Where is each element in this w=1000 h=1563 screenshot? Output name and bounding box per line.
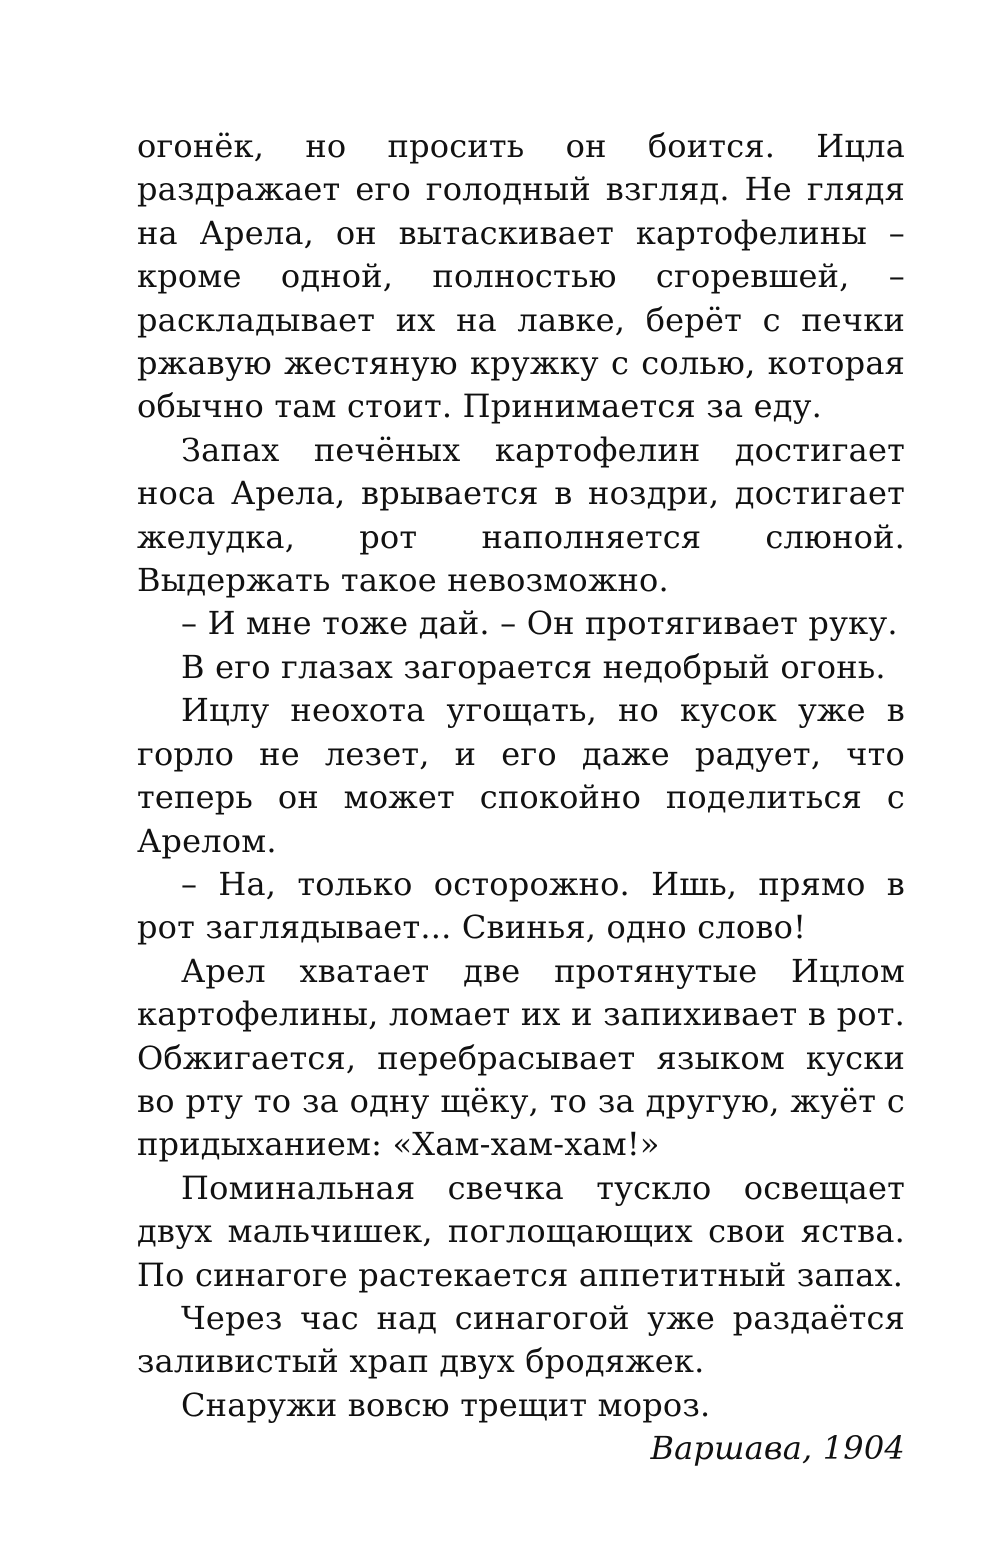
paragraph-3: – И мне тоже дай. – Он протягивает руку.: [181, 604, 898, 643]
paragraph-6: – На, только осторожно. Ишь, прямо в рот заглядывает... Свинья, одно слово!: [137, 864, 905, 947]
paragraph-5: Ицлу неохота угощать, но кусок уже в горло не лезет, и его даже радует, что теперь он может спокойно поделиться с Арелом.: [137, 691, 905, 860]
paragraph-4: В его глазах загорается недобрый огонь.: [181, 647, 886, 686]
paragraph-7: Арел хватает две протянутые Ицлом картофелины, ломает их и запихивает в рот. Обжигается, перебрасывает языком куски во рту то за одну щёку, то за другую, жуёт с придыханием: «Хам-хам-хам!»: [137, 951, 905, 1164]
paragraph-2: Запах печёных картофелин достигает носа Арела, врывается в ноздри, достигает желудка, рот наполняется слюной. Выдержать такое невозможно.: [137, 430, 905, 600]
paragraph-10: Снаружи вовсю трещит мороз.: [181, 1385, 711, 1424]
paragraph-8: Поминальная свечка тускло освещает двух мальчишек, поглощающих свои яства. По синагоге растекается аппетитный запах.: [137, 1168, 905, 1294]
paragraph-9: Через час над синагогой уже раздаётся заливистый храп двух бродяжек.: [137, 1298, 905, 1381]
paragraph-1: огонёк, но просить он боится. Ицла раздражает его голодный взгляд. Не глядя на Арела, он вытаскивает картофелины – кроме одной, полностью сгоревшей, – раскладывает их на лавке, берёт с печки ржавую жестяную кружку с солью, которая обычно там стоит. Принимается за еду.: [137, 127, 905, 426]
book-page-text: [137, 125, 905, 1471]
place-date-signature: Варшава, 1904: [650, 1429, 905, 1468]
